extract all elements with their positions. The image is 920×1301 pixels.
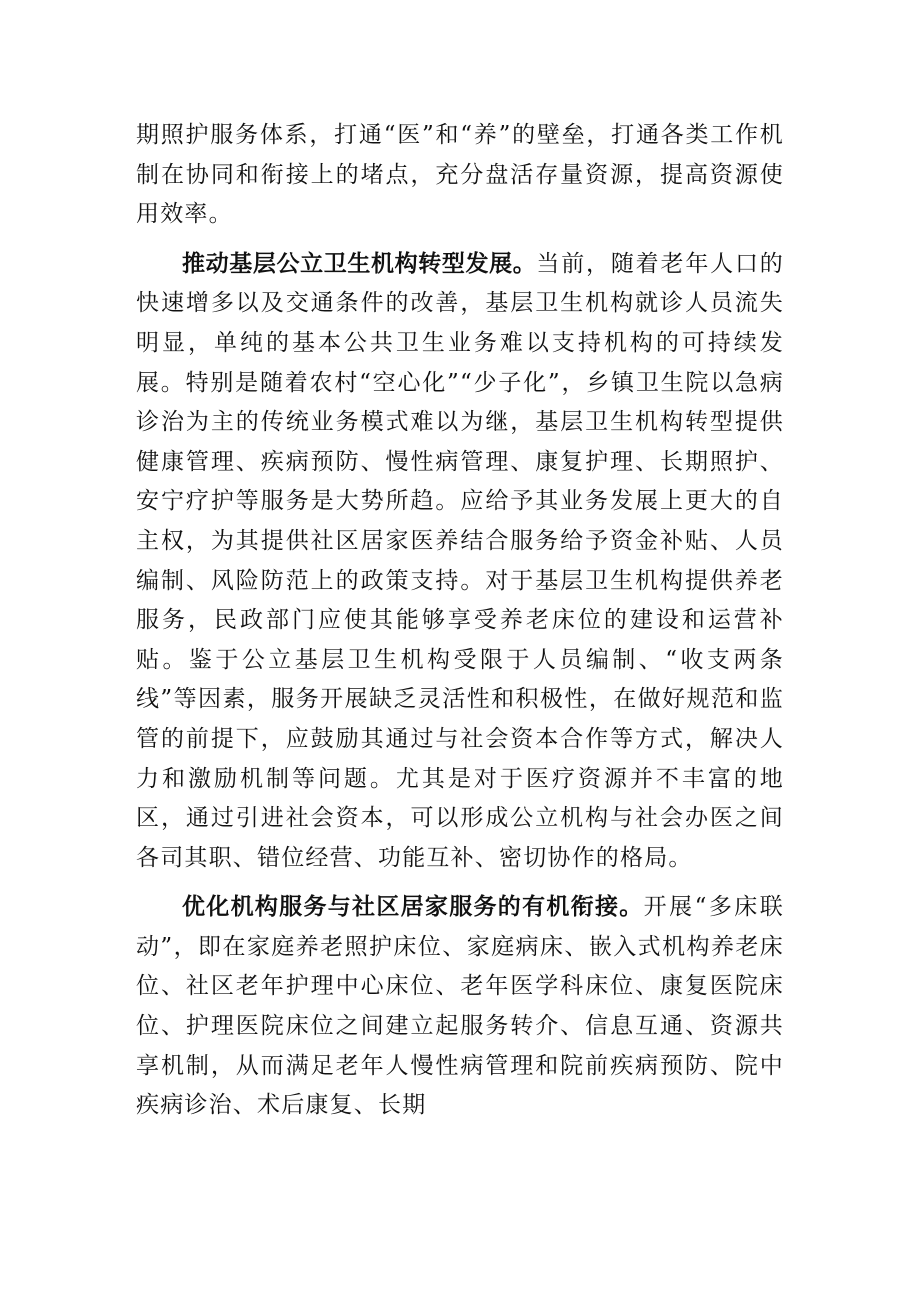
paragraph-text: 期照护服务体系，打通“医”和“养”的壁垒，打通各类工作机制在协同和衔接上的堵点，充分盘活存量资源，提高资源使用效率。: [136, 122, 784, 228]
paragraph-heading: 优化机构服务与社区居家服务的有机衔接。: [182, 894, 644, 921]
paragraph-text: 当前，随着老年人口的快速增多以及交通条件的改善，基层卫生机构就诊人员流失明显，单纯的基本公共卫生业务难以支持机构的可持续发展。特别是随着农村“空心化”“少子化”，乡镇卫生院以急病诊治为主的传统业务模式难以为继，基层卫生机构转型提供健康管理、疾病预防、慢性病管理、康复护理、长期照护、安宁疗护等服务是大势所趋。应给予其业务发展上更大的自主权，为其提供社区居家医养结合服务给予资金补贴、人员编制、风险防范上的政策支持。对于基层卫生机构提供养老服务，民政部门应使其能够享受养老床位的建设和运营补贴。鉴于公立基层卫生机构受限于人员编制、“收支两条线”等因素，服务开展缺乏灵活性和积极性，在做好规范和监管的前提下，应鼓励其通过与社会资本合作等方式，解决人力和激励机制等问题。尤其是对于医疗资源并不丰富的地区，通过引进社会资本，可以形成公立机构与社会办医之间各司其职、错位经营、功能互补、密切协作的格局。: [136, 250, 784, 871]
paragraph-heading: 推动基层公立卫生机构转型发展。: [182, 250, 537, 277]
paragraph-primary-care-transformation: [136, 245, 784, 879]
paragraph-continuation: [136, 116, 784, 235]
paragraph-text: 开展“多床联动”，即在家庭养老照护床位、家庭病床、嵌入式机构养老床位、社区老年护理中心床位、老年医学科床位、康复医院床位、护理医院床位之间建立起服务转介、信息互通、资源共享机制，从而满足老年人慢性病管理和院前疾病预防、院中疾病诊治、术后康复、长期: [136, 894, 785, 1119]
paragraph-institution-community-link: [136, 888, 784, 1126]
document-page: [136, 116, 784, 1136]
